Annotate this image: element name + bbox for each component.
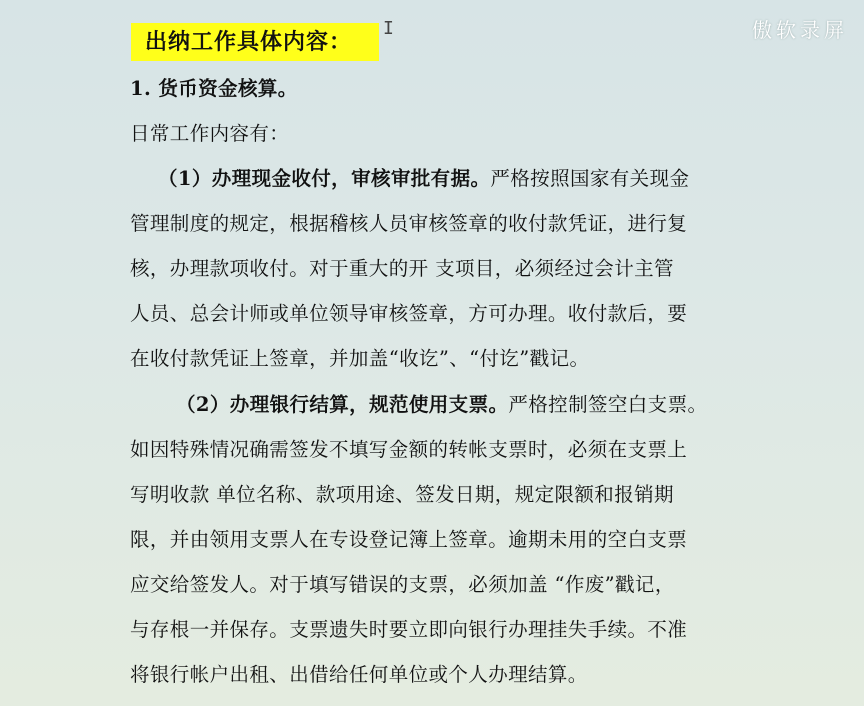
document-title: 出纳工作具体内容： xyxy=(131,23,379,61)
paragraph-1-line-2: 管理制度的规定，根据稽核人员审核签章的收付款凭证，进行复 xyxy=(130,212,688,235)
text-cursor-icon: I xyxy=(383,18,394,39)
paragraph-1-line-3: 核，办理款项收付。对于重大的开 支项目，必须经过会计主管 xyxy=(130,257,674,280)
paragraph-2-line-7: 将银行帐户出租、出借给任何单位或个人办理结算。 xyxy=(130,663,588,686)
paragraph-2-line-6: 与存根一并保存。支票遗失时要立即向银行办理挂失手续。不准 xyxy=(130,618,688,641)
watermark: 傲软录屏 xyxy=(752,18,848,42)
paragraph-2-line-3: 写明收款 单位名称、款项用途、签发日期，规定限额和报销期 xyxy=(130,483,674,506)
paragraph-2-text: 严格控制签空白支票。 xyxy=(508,393,708,416)
paragraph-2-line-2: 如因特殊情况确需签发不填写金额的转帐支票时，必须在支票上 xyxy=(130,438,688,461)
paragraph-1-line-4: 人员、总会计师或单位领导审核签章，方可办理。收付款后，要 xyxy=(130,302,688,325)
heading-1: 1. 货币资金核算。 xyxy=(130,77,298,100)
paragraph-2-lead: （2）办理银行结算，规范使用支票。 xyxy=(176,393,509,416)
paragraph-1-line-5: 在收付款凭证上签章，并加盖“收讫”、“付讫”戳记。 xyxy=(130,347,590,370)
heading-2: 日常工作内容有： xyxy=(130,122,290,145)
paragraph-2-line-5: 应交给签发人。对于填写错误的支票，必须加盖 “作废”戳记， xyxy=(130,573,675,596)
paragraph-2-line-4: 限，并由领用支票人在专设登记簿上签章。逾期未用的空白支票 xyxy=(130,528,688,551)
paragraph-1-text: 严格按照国家有关现金 xyxy=(490,167,690,190)
paragraph-2-line-1 xyxy=(176,390,707,420)
paragraph-1-lead: （1）办理现金收付，审核审批有据。 xyxy=(158,167,491,190)
paragraph-1-line-1 xyxy=(158,164,689,194)
